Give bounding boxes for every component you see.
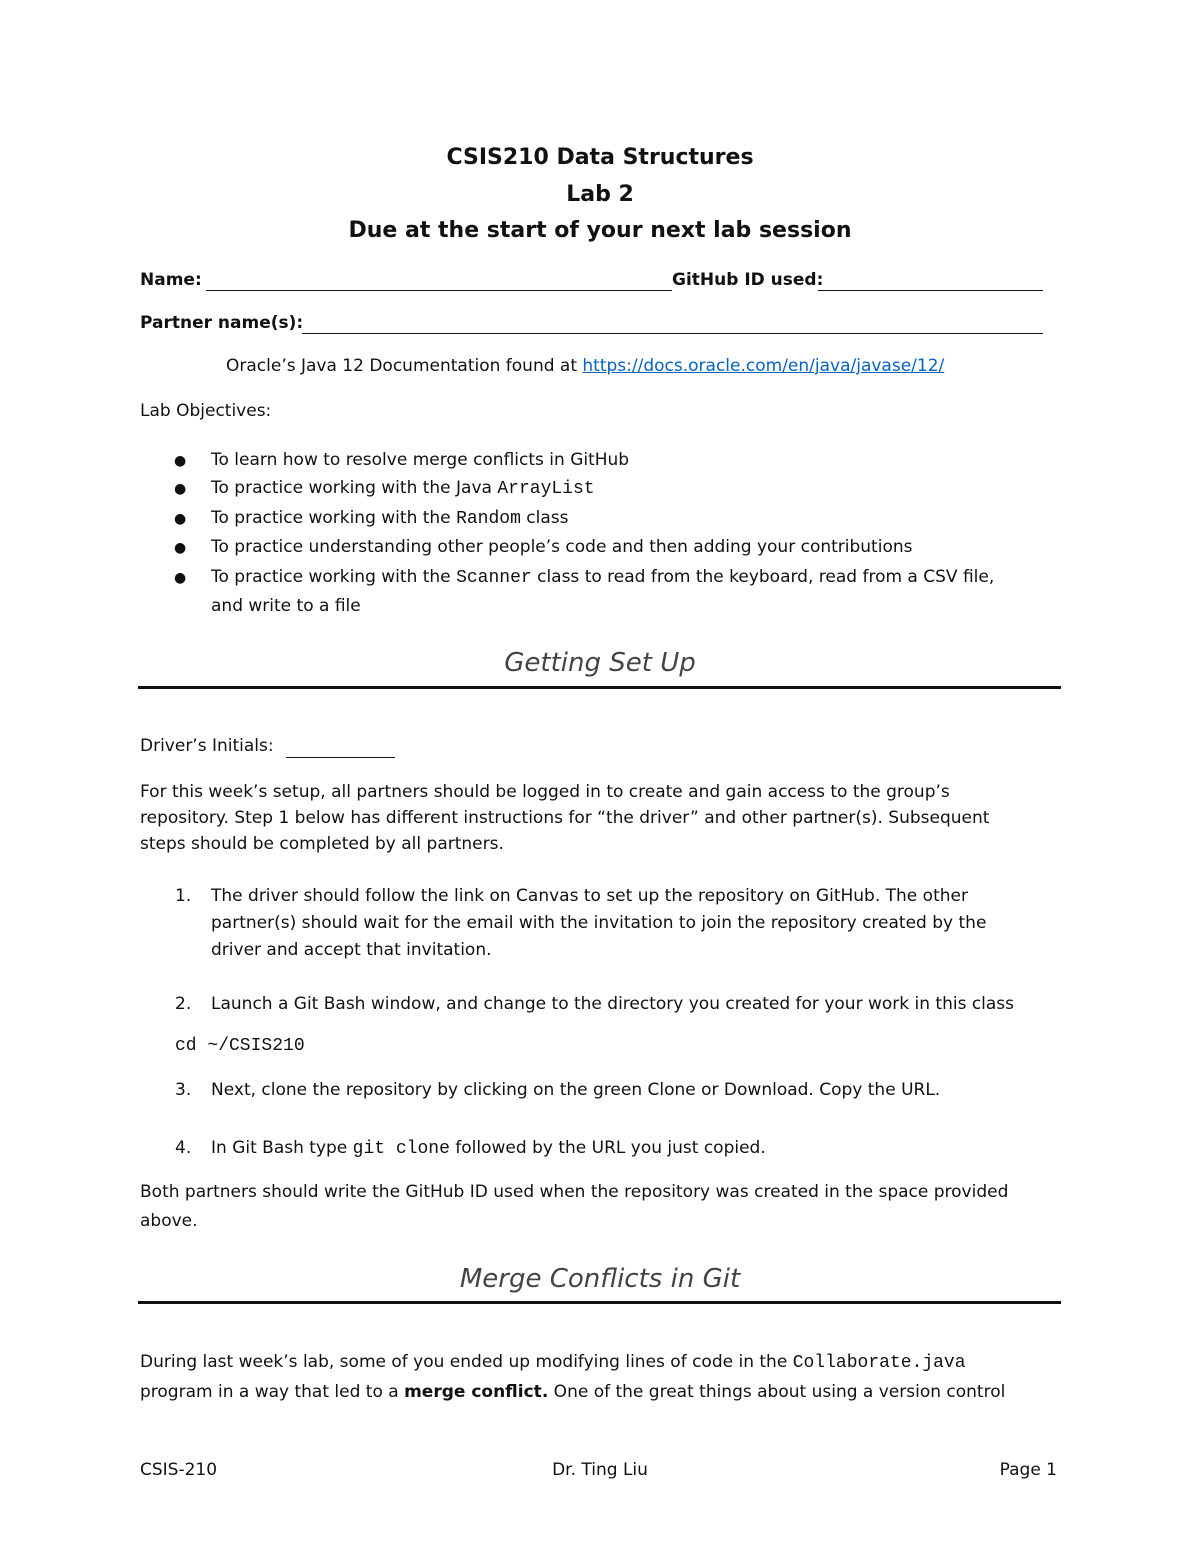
java-docs-link[interactable]: https://docs.oracle.com/en/java/javase/12/: [582, 356, 945, 376]
step-line: Launch a Git Bash window, and change to the directory you created for your work in this class: [211, 994, 1015, 1014]
section-heading-merge-conflicts: Merge Conflicts in Git: [459, 1264, 741, 1294]
objective-item: ● To learn how to resolve merge conflicts in GitHub: [174, 450, 630, 470]
bullet-icon: ●: [174, 570, 187, 586]
step-number: 1.: [175, 886, 192, 906]
cd-command: cd ~/CSIS210: [175, 1036, 305, 1056]
driver-initials-blank: [286, 757, 395, 758]
due-line: Due at the start of your next lab session: [348, 218, 852, 243]
closing-line: Both partners should write the GitHub ID used when the repository was created in the space provided: [140, 1182, 1009, 1202]
partner-label: Partner name(s):: [140, 313, 304, 333]
course-title: CSIS210 Data Structures: [446, 145, 754, 170]
step-line: partner(s) should wait for the email with the invitation to join the repository created by the: [211, 913, 987, 933]
objectives-title: Lab Objectives:: [140, 401, 272, 421]
objective-item: ● To practice understanding other people’s code and then adding your contributions: [174, 537, 913, 557]
bullet-icon: ●: [174, 540, 187, 556]
section-heading-getting-set-up: Getting Set Up: [504, 648, 696, 678]
code-git-clone: git clone: [352, 1139, 450, 1159]
name-blank: [206, 290, 672, 291]
merge-paragraph-line: During last week’s lab, some of you ended up modifying lines of code in the Collaborate.java: [140, 1352, 966, 1373]
intro-line: repository. Step 1 below has different instructions for “the driver” and other partner(s). Subsequent: [140, 808, 990, 828]
documentation-prefix: Oracle’s Java 12 Documentation found at: [226, 356, 583, 376]
step-line: Next, clone the repository by clicking on the green Clone or Download. Copy the URL.: [211, 1080, 941, 1100]
bullet-icon: ●: [174, 453, 187, 469]
step-line: In Git Bash type git clone followed by the URL you just copied.: [211, 1138, 766, 1159]
github-id-label: GitHub ID used:: [672, 270, 824, 290]
name-label: Name:: [140, 270, 202, 290]
objective-item: ● To practice working with the Random class: [174, 508, 569, 529]
driver-initials-label: Driver’s Initials:: [140, 736, 274, 756]
code-collaborate-java: Collaborate.java: [792, 1353, 966, 1373]
footer-page-number: Page 1: [999, 1460, 1057, 1480]
code-random: Random: [456, 509, 521, 529]
objective-item: ● To practice working with the Java ArrayList: [174, 478, 595, 499]
merge-paragraph-line: program in a way that led to a merge conflict. One of the great things about using a version control: [140, 1382, 1006, 1402]
documentation-line: [226, 356, 944, 376]
footer-author: Dr. Ting Liu: [552, 1460, 648, 1480]
intro-line: For this week’s setup, all partners should be logged in to create and gain access to the group’s: [140, 782, 950, 802]
section-divider: [138, 1301, 1061, 1304]
step-line: driver and accept that invitation.: [211, 940, 492, 960]
step-number: 2.: [175, 994, 192, 1014]
step-number: 3.: [175, 1080, 192, 1100]
github-id-blank: [818, 290, 1043, 291]
objective-item: ● To practice working with the Scanner class to read from the keyboard, read from a CSV file,: [174, 567, 995, 588]
step-number: 4.: [175, 1138, 192, 1158]
lab-title: Lab 2: [566, 182, 634, 207]
objective-item-continuation: and write to a file: [211, 596, 361, 616]
partner-blank: [302, 333, 1043, 334]
step-line: The driver should follow the link on Canvas to set up the repository on GitHub. The other: [211, 886, 968, 906]
section-divider: [138, 686, 1061, 689]
closing-line: above.: [140, 1211, 198, 1231]
merge-conflict-term: merge conflict.: [404, 1382, 549, 1402]
bullet-icon: ●: [174, 481, 187, 497]
code-scanner: Scanner: [456, 568, 532, 588]
code-arraylist: ArrayList: [497, 479, 595, 499]
bullet-icon: ●: [174, 511, 187, 527]
intro-line: steps should be completed by all partners.: [140, 834, 504, 854]
footer-course: CSIS-210: [140, 1460, 218, 1480]
